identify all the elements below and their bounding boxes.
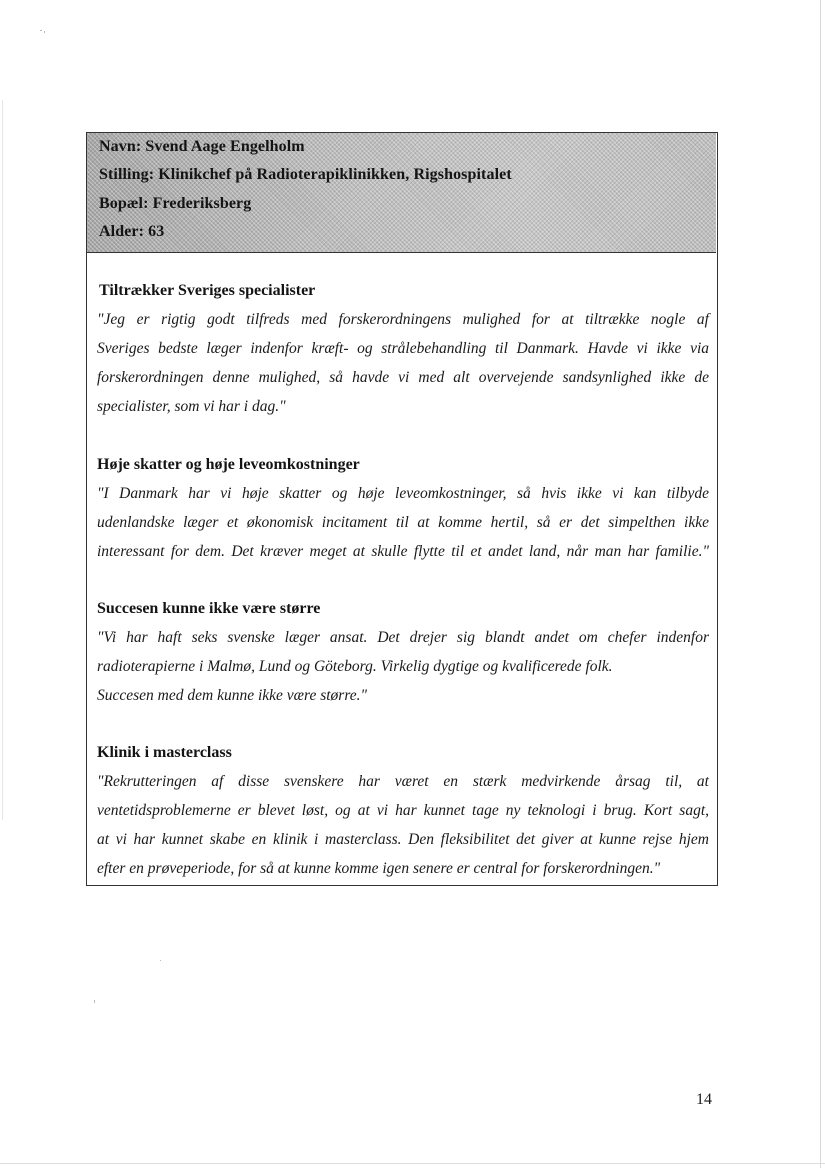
quote-line: efter en prøveperiode, for så at kunne komme igen senere er central for forskerordningen." xyxy=(97,860,661,877)
quote-line: specialister, som vi har i dag." xyxy=(97,398,286,415)
section-title-2: Høje skatter og høje leveomkostninger xyxy=(97,456,360,473)
quote-line: "Vi har haft seks svenske læger ansat. Det drejer sig blandt andet om chefer indenfor xyxy=(97,629,709,646)
quote-line: Sveriges bedste læger indenfor kræft- og strålebehandling til Danmark. Havde vi ikke via xyxy=(97,340,709,357)
scan-edge-bottom xyxy=(0,1163,825,1164)
quote-line: "I Danmark har vi høje skatter og høje leveomkostninger, så hvis ikke vi kan tilbyde xyxy=(97,485,709,502)
scan-edge-left xyxy=(2,100,3,820)
scan-edge-right xyxy=(820,0,821,1168)
scan-speck xyxy=(94,1000,95,1003)
quote-line: ventetidsproblemerne er blevet løst, og at vi har kunnet tage ny teknologi i brug. Kort sagt, xyxy=(97,802,709,819)
quote-line: "Jeg er rigtig godt tilfreds med forskerordningens mulighed for at tiltrække nogle af xyxy=(97,311,709,328)
quote-line: at vi har kunnet skabe en klinik i masterclass. Den fleksibilitet det giver at kunne rejse hjem xyxy=(97,831,709,848)
quote-line: udenlandske læger et økonomisk incitament til at komme hertil, så er det simpelthen ikke xyxy=(97,514,709,531)
quote-line: "Rekrutteringen af disse svenskere har været en stærk medvirkende årsag til, at xyxy=(97,773,709,790)
scan-speck xyxy=(160,960,161,961)
profile-age: Alder: 63 xyxy=(99,223,165,240)
profile-residence: Bopæl: Frederiksberg xyxy=(99,195,252,212)
quote-line: forskerordningen denne mulighed, så havde vi med alt overvejende sandsynlighed ikke de xyxy=(97,369,709,386)
section-title-3: Succesen kunne ikke være større xyxy=(97,600,321,617)
quote-line: radioterapierne i Malmø, Lund og Göteborg. Virkelig dygtige og kvalificerede folk. xyxy=(97,658,613,675)
scan-speck xyxy=(44,31,45,33)
profile-position: Stilling: Klinikchef på Radioterapiklinikken, Rigshospitalet xyxy=(99,166,512,183)
interview-box xyxy=(86,132,718,886)
quote-line: interessant for dem. Det kræver meget at skulle flytte til et andet land, når man har familie." xyxy=(97,543,709,560)
section-title-1: Tiltrækker Sveriges specialister xyxy=(99,282,316,299)
profile-header xyxy=(87,133,716,253)
quote-line: Succesen med dem kunne ikke være større." xyxy=(97,687,368,704)
section-title-4: Klinik i masterclass xyxy=(97,744,232,761)
page-number: 14 xyxy=(696,1091,712,1108)
scan-speck xyxy=(40,30,42,31)
profile-name: Navn: Svend Aage Engelholm xyxy=(99,138,305,155)
